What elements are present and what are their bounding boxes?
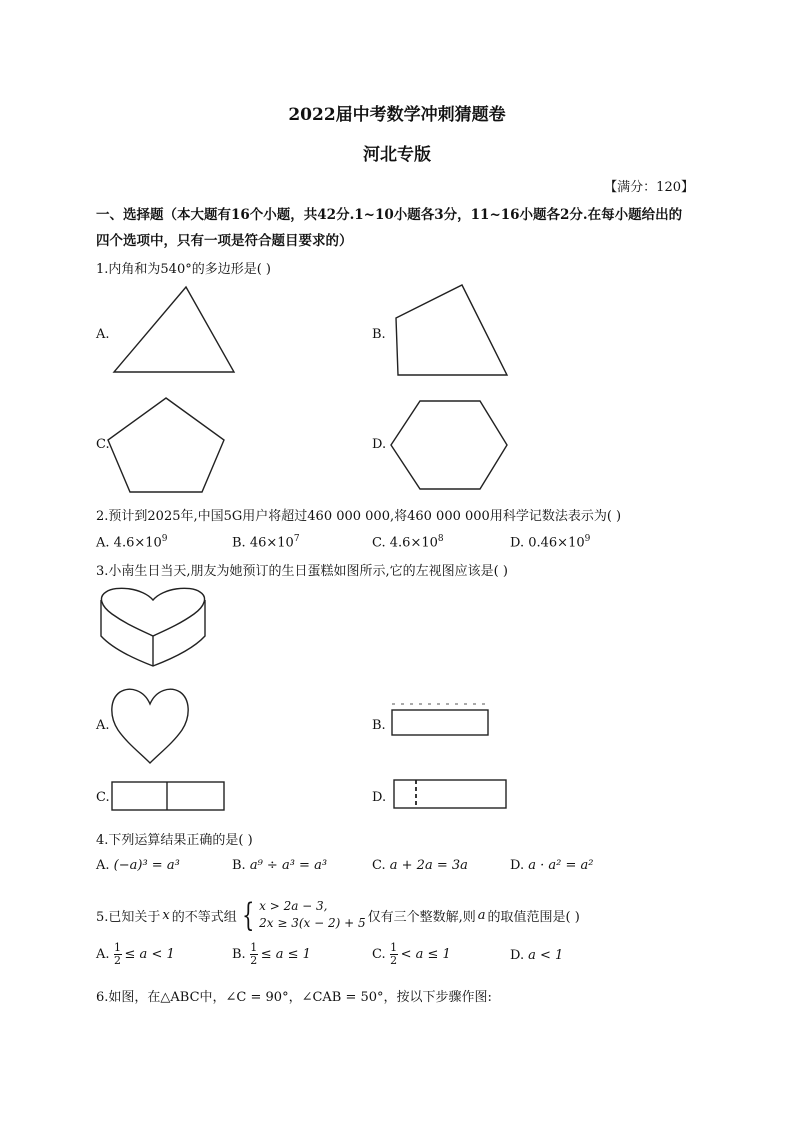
q2-option-a: A. $4.6\times 10^9$ <box>96 534 168 551</box>
q3-label-c: C. <box>96 790 110 805</box>
q1-label-c: C. <box>96 437 110 452</box>
rectangle-dashed-divider-icon <box>392 778 510 812</box>
exam-subtitle: 河北专版 <box>363 145 431 165</box>
q4-stem: 4.下列运算结果正确的是( ) <box>96 833 253 848</box>
q2-option-d: D. $0.46\times 10^9$ <box>510 534 591 551</box>
q2-stem: 2.预计到2025年,中国5G用户将超过460 000 000,将460 000 000用科学记数法表示为( ) <box>96 509 622 524</box>
q5-option-c: C. 1 2 < a ≤ 1 <box>372 941 451 967</box>
q4-option-c: C. a + 2a = 3a <box>372 858 468 873</box>
q1-label-d: D. <box>372 437 387 452</box>
hexagon-icon <box>388 398 510 493</box>
inequality-2: 2x ≥ 3(x − 2) + 5 <box>259 916 366 930</box>
triangle-icon <box>110 285 240 375</box>
section-heading-line1: 一、选择题（本大题有16个小题，共42分.1~10小题各3分，11~16小题各2分.在每小题给出的 <box>96 207 683 223</box>
q5-option-d: D. a < 1 <box>510 948 564 963</box>
q5-stem: 5.已知关于 x 的不等式组 { x > 2a − 3, 2x ≥ 3(x − 2) + 5 仅有三个整数解,则 a 的取值范围是( ) <box>96 896 580 934</box>
q4-option-d: D. a · a² = a² <box>510 858 594 873</box>
q3-label-b: B. <box>372 718 386 733</box>
heart-outline-icon <box>110 686 190 766</box>
exam-title: 2022届中考数学冲刺猜题卷 <box>288 105 506 125</box>
q4-option-a: A. (−a)³ = a³ <box>96 858 180 873</box>
brace-icon: { <box>241 896 255 934</box>
pentagon-icon <box>105 395 227 495</box>
section-heading-line2: 四个选项中，只有一项是符合题目要求的） <box>96 233 353 249</box>
q5-option-b: B. 1 2 ≤ a ≤ 1 <box>232 941 311 967</box>
rectangle-solid-divider-icon <box>110 780 228 814</box>
full-score: 【满分：120】 <box>604 180 694 195</box>
q4-option-b: B. a⁹ ÷ a³ = a³ <box>232 858 328 873</box>
quadrilateral-icon <box>392 283 512 378</box>
q2-option-b: B. $46\times 10^7$ <box>232 534 300 551</box>
q3-label-a: A. <box>96 718 110 733</box>
rectangle-dashed-top-icon <box>390 700 492 740</box>
q3-label-d: D. <box>372 790 387 805</box>
q6-stem: 6.如图，在△ABC中，∠C = 90°，∠CAB = 50°，按以下步骤作图: <box>96 990 492 1005</box>
q5-option-a: A. 1 2 ≤ a < 1 <box>96 941 175 967</box>
inequality-1: x > 2a − 3, <box>259 899 328 913</box>
q3-stem: 3.小南生日当天,朋友为她预订的生日蛋糕如图所示,它的左视图应该是( ) <box>96 564 508 579</box>
q1-label-a: A. <box>96 327 110 342</box>
heart-cake-icon <box>98 586 210 670</box>
q1-label-b: B. <box>372 327 386 342</box>
q2-option-c: C. $4.6\times 10^8$ <box>372 534 444 551</box>
q1-stem: 1.内角和为540°的多边形是( ) <box>96 262 271 277</box>
